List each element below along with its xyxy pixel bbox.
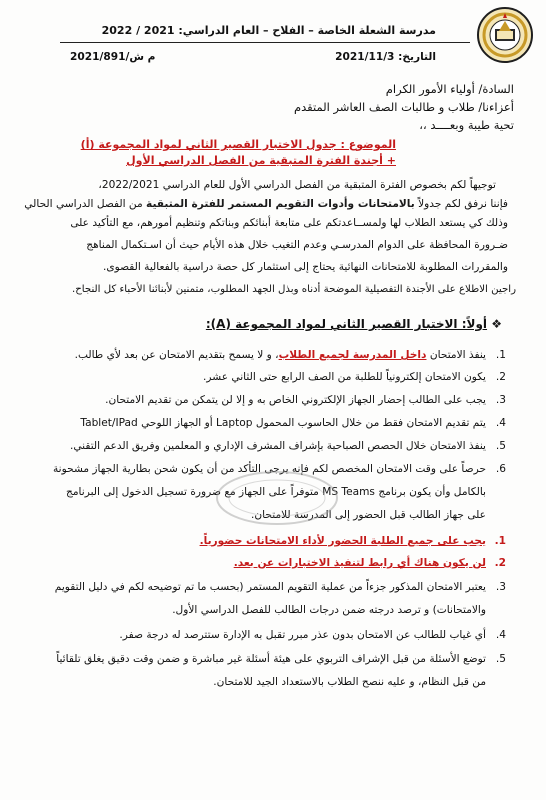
bullet-icon: ❖: [491, 317, 502, 331]
intro-line-2: [24, 197, 508, 211]
note-number: 2.: [494, 557, 506, 569]
section-title: [206, 317, 502, 331]
item-3: يجب على الطالب إحضار الجهاز الإلكتروني الخاص به و إلا لن يتمكن من تقديم الامتحان.: [105, 394, 486, 406]
note-number: 1.: [494, 535, 506, 547]
intro-line-5: والمقررات المطلوبة للامتحانات النهائية يحتاج إلى استثمار كل حصة دراسية بالفعالية القصوى.: [102, 261, 508, 273]
item-number: 5.: [495, 440, 506, 452]
item2-4: أي غياب للطالب عن الامتحان بدون عذر مبرر تقبل به الإدارة ستترصد له درجة صفر.: [119, 629, 486, 641]
intro-line-1: توجيهاً لكم بخصوص الفترة المتبقية من الفصل الدراسي الأول للعام الدراسي 2022/2021،: [98, 179, 496, 191]
section-title-text: أولاً: الاختبار القصير الثاني لمواد المجموعة (A):: [205, 317, 488, 331]
item-2: يكون الامتحان إلكترونياً للطلبة من الصف الرابع حتى الثاني عشر.: [203, 371, 486, 383]
item-number: 3.: [495, 394, 506, 406]
intro-line-2-a: فإننا نرفق لكم جدولاً: [414, 198, 508, 210]
item2-5-line-2: من قبل النظام، و عليه ننصح الطلاب بالاستعداد الجيد للامتحان.: [213, 676, 486, 688]
intro-line-2-highlight: بالامتحانات وأدوات التقويم المستمر للفترة المتبقية: [146, 198, 415, 210]
school-logo-icon: [476, 4, 534, 66]
item-1: [75, 348, 486, 362]
item-4: يتم تقديم الامتحان فقط من خلال الحاسوب المحمول Laptop أو الجهاز اللوحي Tablet/IPad: [80, 417, 486, 429]
item2-3-line-1: يعتبر الامتحان المذكور جزءاً من عملية التقويم المستمر (بحسب ما تم توضيحه لكم في دليل التقويم: [54, 581, 486, 593]
item-number: 2.: [495, 371, 506, 383]
note-1: يجب على جميع الطلبة الحضور لأداء الامتحانات حضورياً.: [199, 535, 486, 547]
item2-3-line-2: والامتحانات) و ترصد درجته ضمن درجات الطالب للفصل الدراسي الأول.: [172, 604, 486, 616]
item-number: 5.: [495, 653, 506, 665]
item-number: 1.: [495, 349, 506, 361]
item-1-highlight: داخل المدرسة لجميع الطلاب: [278, 349, 427, 361]
students-line: أعزاءنا/ طلاب و طالبات الصف العاشر المتقدم: [294, 100, 514, 114]
addressee: السادة/ أولياء الأمور الكرام: [385, 82, 514, 96]
school-title: مدرسة الشعلة الخاصة – الفلاح – العام الدراسي: 2021 / 2022: [101, 24, 436, 37]
note-2: لن يكون هناك أي رابط لتنفيذ الاختبارات عن بعد.: [233, 557, 486, 569]
item-6-line-2: بالكامل وأن يكون برنامج MS Teams متوفراً على الجهاز مع ضرورة تسجيل الدخول إلى البرنامج: [66, 486, 486, 498]
item-number: 4.: [495, 417, 506, 429]
item-5: ينفذ الامتحان خلال الحصص الصباحية بإشراف المشرف الإداري و المعلمين وفريق الدعم التقني.: [69, 440, 486, 452]
item-number: 6.: [495, 463, 506, 475]
letter-reference: م ش/2021/891: [70, 51, 156, 63]
header-divider: [60, 42, 470, 43]
item2-5-line-1: توضع الأسئلة من قبل الإشراف التربوي على هيئة أسئلة غير مباشرة و ضمن وقت دقيق يغلق تلقائياً: [56, 653, 486, 665]
salutation: تحية طيبة وبعــــد ،،: [419, 118, 514, 132]
intro-line-3: وذلك كي يستعد الطلاب لها ولمســاعدتكم على متابعة أبنائكم وبناتكم وتنظيم أمورهم، مع التأكيد على: [70, 217, 508, 229]
letter-date: التاريخ: 2021/11/3: [335, 51, 436, 63]
item-6-line-3: على جهاز الطالب قبل الحضور إلى المدرسة للامتحان.: [251, 509, 486, 521]
item-number: 4.: [495, 629, 506, 641]
item-1-c: ، و لا يسمح بتقديم الامتحان عن بعد لأي طالب.: [74, 349, 279, 361]
subject-line-1: الموضوع : جدول الاختبار القصير الثاني لمواد المجموعة (أ): [80, 138, 396, 151]
item-number: 3.: [495, 581, 506, 593]
item-6-line-1: حرصاً على وقت الامتحان المخصص لكم فإنه يرجى التأكد من أن يكون شحن بطارية الجهاز مشحونة: [53, 463, 486, 475]
intro-line-4: ضـرورة المحافظة على الدوام المدرسـي وعدم التغيب خلال هذه الأيام حيث أن اسـتكمال المناهج: [86, 239, 508, 251]
intro-line-6: راجين الاطلاع على الأجندة التفصيلية الموضحة أدناه وبذل الجهد المطلوب، متمنين لأبنائنا الأحباء كل النجاح.: [71, 284, 516, 295]
item-1-a: ينفذ الامتحان: [426, 349, 486, 361]
watermark-stamp: [212, 468, 342, 528]
subject-line-2: + أجندة الفترة المتبقية من الفصل الدراسي الأول: [126, 154, 396, 167]
intro-line-2-c: من الفصل الدراسي الحالي: [24, 198, 147, 210]
